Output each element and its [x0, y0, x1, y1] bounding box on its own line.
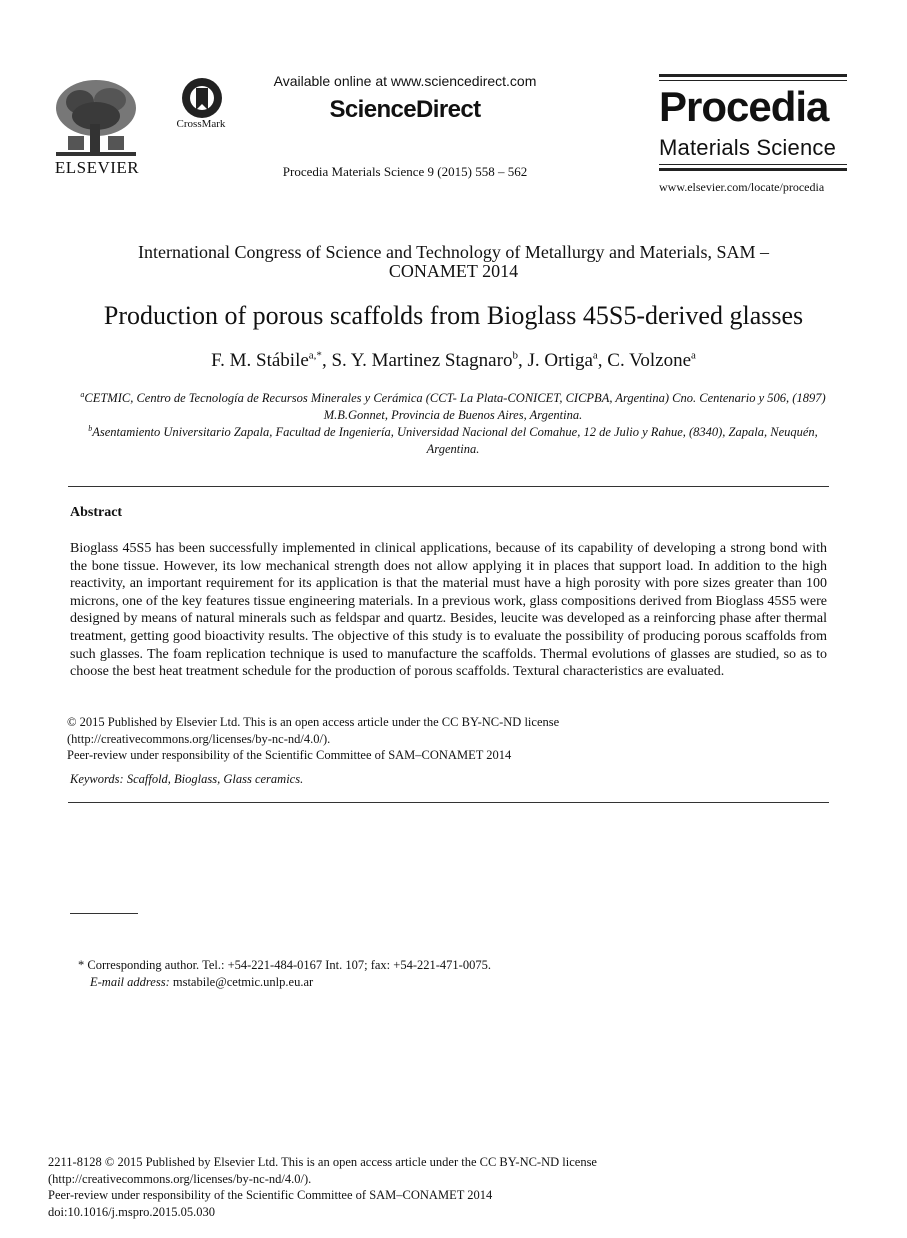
sciencedirect-logo[interactable]: ScienceDirect: [329, 96, 481, 123]
brand-rule-top: [659, 74, 847, 77]
email-address[interactable]: mstabile@cetmic.unlp.eu.ar: [169, 975, 314, 989]
journal-reference: Procedia Materials Science 9 (2015) 558 – 562: [282, 164, 528, 179]
available-online: Available online at www.sciencedirect.com: [273, 73, 537, 89]
crossmark-label: CrossMark: [176, 118, 226, 130]
author-list: [40, 350, 867, 372]
footnote: [78, 957, 491, 991]
abstract-heading: Abstract: [70, 505, 123, 520]
abstract-text: Bioglass 45S5 has been successfully implemented in clinical applications, because of its capability of developing a strong bond with the bone tissue. However, its low mechanical strength does not allow applying it in places that support load. In addition to the high reactivity, an important requirement for its application is that the material must have a high porosity with pore sizes greater than 100 microns, one of the key features tissue engineering materials. In a previous work, glass compositions derived from Bioglass 45S5 were designed by means of natural minerals such as feldspar and quartz. Besides, leucite was developed as a reinforcing phase after thermal treatment, getting good bioactivity results. The objective of this study is to evaluate the possibility of producing porous scaffolds from such glasses. The foam replication technique is used to manufacture the scaffolds. Thermal evolutions of glasses are studied, so as to choose the best heat treatment schedule for the production of porous scaffolds. Textural characteristics are evaluated.: [70, 541, 827, 680]
affiliation-b: $^b$Asentamiento Universitario Zapala, Facultad de Ingeniería, Universidad Nacional del Comahue, 12 de Julio y Rahue, (8340), Zapala, Neuquén, Argentina.: [88, 423, 818, 456]
brand-rule-bottom-thin: [659, 164, 847, 165]
author-2: S. Y. Martinez Stagnaro$^b$,: [331, 349, 528, 371]
corresponding-author: * Corresponding author. Tel.: +54-221-484-0167 Int. 107; fax: +54-221-471-0075.: [78, 958, 491, 972]
procedia-logo: Procedia: [659, 83, 829, 130]
author-1: F. M. Stábile$^{a,*}$,: [211, 349, 332, 371]
author-4: C. Volzone$^a$: [607, 349, 696, 371]
abstract-bottom-rule: [68, 802, 829, 803]
footer-doi[interactable]: doi:10.1016/j.mspro.2015.05.030: [48, 1204, 216, 1219]
footnote-rule: [70, 913, 138, 914]
page-footer: [48, 1154, 848, 1220]
publisher-name: ELSEVIER: [54, 158, 140, 177]
footer-peer-review: Peer-review under responsibility of the Scientific Committee of SAM–CONAMET 2014: [48, 1188, 493, 1202]
brand-rule-top-thin: [659, 80, 847, 81]
keywords: Keywords: Scaffold, Bioglass, Glass ceramics.: [70, 772, 304, 786]
procedia-url-link[interactable]: www.elsevier.com/locate/procedia: [659, 180, 825, 194]
affiliations: [68, 390, 838, 458]
footer-issn-line: 2211-8128 © 2015 Published by Elsevier Ltd. This is an open access article under the CC BY-NC-ND license: [48, 1155, 597, 1169]
footer-license-link[interactable]: (http://creativecommons.org/licenses/by-nc-nd/4.0/).: [48, 1171, 312, 1186]
peer-review-line: Peer-review under responsibility of the Scientific Committee of SAM–CONAMET 2014: [67, 748, 512, 762]
article-title: Production of porous scaffolds from Bioglass 45S5-derived glasses: [103, 301, 804, 330]
congress-name: International Congress of Science and Technology of Metallurgy and Materials, SAM – CONAMET 2014: [138, 242, 769, 281]
author-3: J. Ortiga$^a$,: [527, 349, 608, 371]
email-label: E-mail address:: [90, 975, 170, 989]
license-link[interactable]: (http://creativecommons.org/licenses/by-nc-nd/4.0/).: [67, 731, 331, 746]
copyright-line: © 2015 Published by Elsevier Ltd. This is an open access article under the CC BY-NC-ND license: [67, 715, 560, 729]
affiliation-a: $^a$CETMIC, Centro de Tecnología de Recursos Minerales y Cerámica (CCT- La Plata-CONICET, CICPBA, Argentina) Cno. Centenario y 506, (1897) M.B.Gonnet, Provincia de Buenos Aires, Argentina.: [80, 389, 826, 422]
brand-rule-bottom: [659, 168, 847, 171]
abstract-top-rule: [68, 486, 829, 487]
email-line: [78, 974, 491, 991]
procedia-subtitle: Materials Science: [659, 135, 837, 160]
copyright-block: [67, 714, 827, 764]
